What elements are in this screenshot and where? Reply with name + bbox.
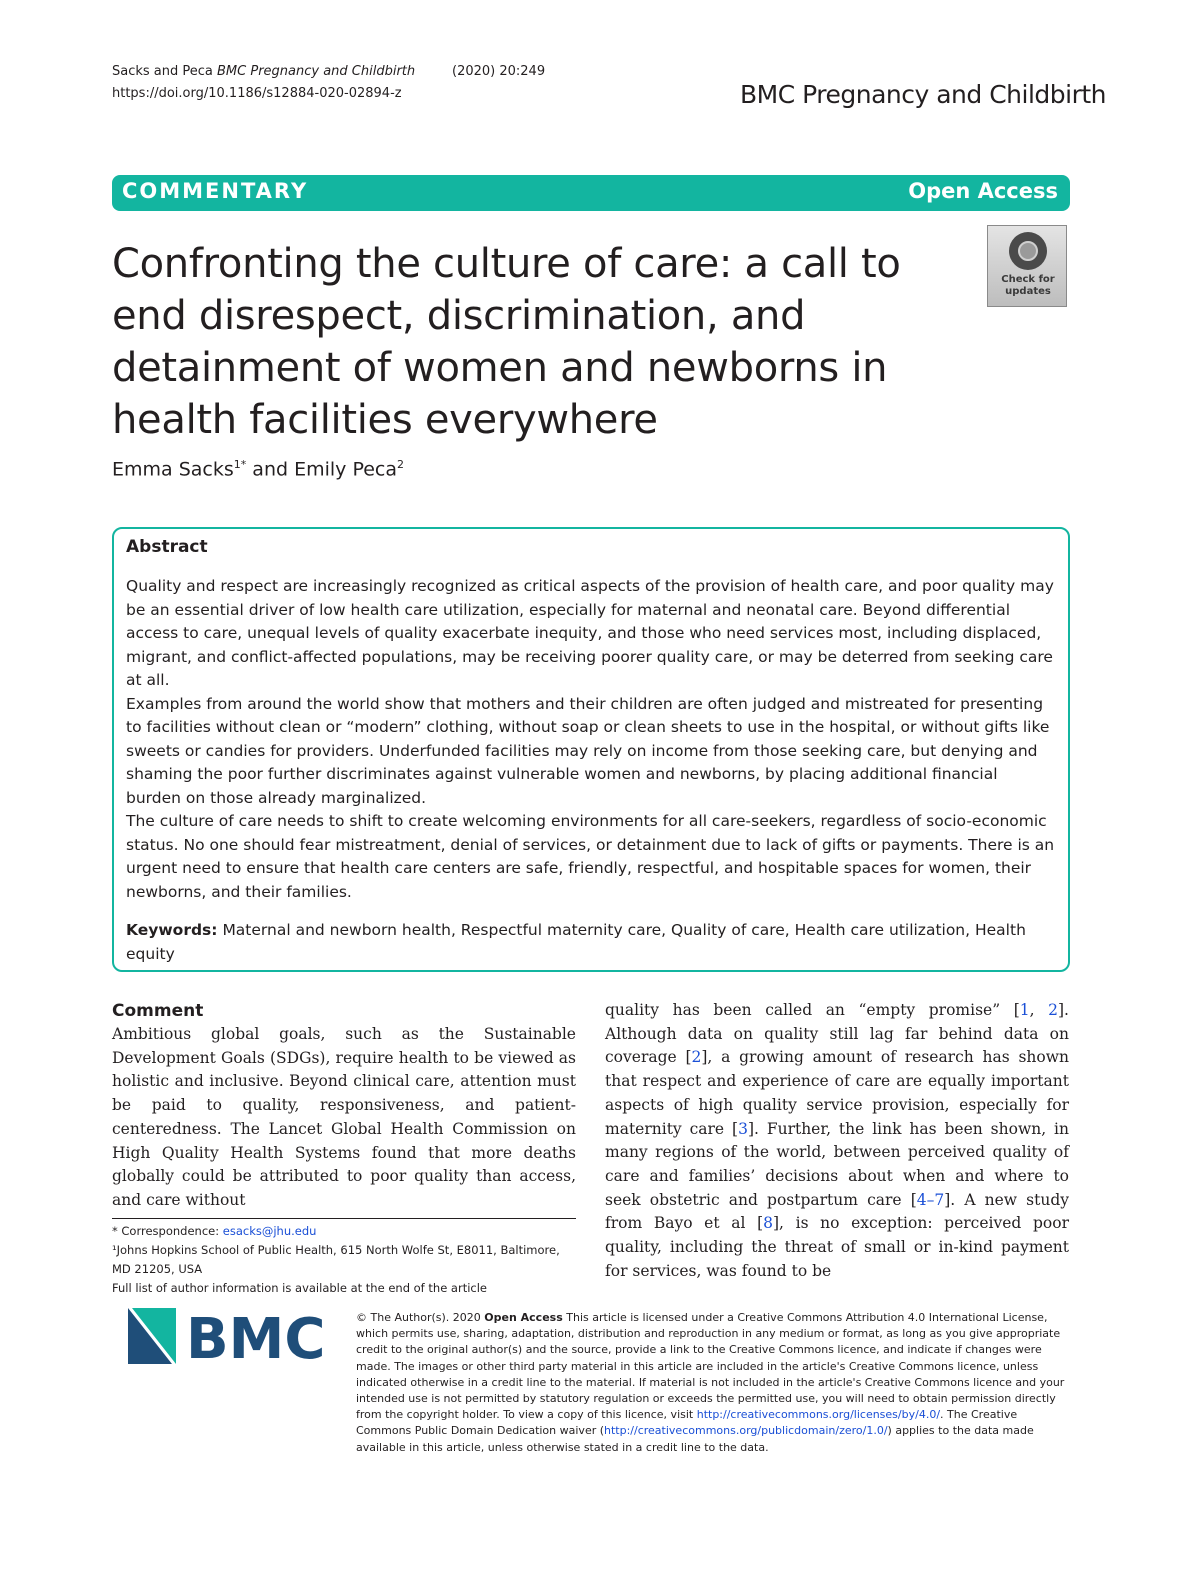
keywords bbox=[126, 919, 1056, 966]
keywords-label: Keywords: bbox=[126, 921, 218, 939]
citation-ref[interactable]: 2 bbox=[1048, 1001, 1058, 1019]
abstract-heading: Abstract bbox=[126, 537, 208, 557]
author-2-affiliation: 2 bbox=[397, 458, 405, 471]
body-column-right bbox=[605, 999, 1069, 1283]
article-title: Confronting the culture of care: a call to end disrespect, discrimination, and detainment of women and newborns in health facilities everywhere bbox=[112, 241, 901, 443]
license-link[interactable]: http://creativecommons.org/licenses/by/4.0/ bbox=[696, 1408, 941, 1422]
citation-ref[interactable]: 8 bbox=[763, 1214, 773, 1233]
article-type-banner bbox=[112, 175, 1070, 211]
license-text: © The Author(s). 2020 Open Access This article is licensed under a Creative Commons Attribution 4.0 International License, which permits use, sharing, adaptation, distribution and reproduction in any medium or format, as long as you give appropriate credit to the original author(s) and the source, provide a link to the Creative Commons licence, and indicate if changes were made. The images or other third party material in this article are included in the article's Creative Commons licence, unless indicated otherwise in a credit line to the material. If material is not included in the article's Creative Commons licence and your intended use is not permitted by statutory regulation or exceeds the permitted use, you will need to obtain permission directly from the copyright holder. To view a copy of this licence, visit http://creativecommons.org/licenses/by/4.0/. The Creative Commons Public Domain Dedication waiver (http://creativecommons.org/publicdomain/zero/1.0/) applies to the data made available in this article, unless otherwise stated in a credit line to the data. bbox=[356, 1311, 1065, 1454]
abstract-box bbox=[112, 527, 1070, 972]
author-1[interactable]: Emma Sacks bbox=[112, 458, 234, 481]
crossmark-icon bbox=[1009, 232, 1047, 270]
citation-journal: BMC Pregnancy and Childbirth bbox=[217, 64, 416, 79]
section-heading-comment: Comment bbox=[112, 1001, 204, 1021]
journal-name: BMC Pregnancy and Childbirth bbox=[740, 80, 1107, 109]
body-paragraph: Ambitious global goals, such as the Sustainable Development Goals (SDGs), require health to be viewed as holistic and inclusive. Beyond clinical care, attention must be paid to quality, responsiveness, and patient-centeredness. The Lancet Global Health Commission on High Quality Health Systems found that more deaths globally could be attributed to poor quality than access, and care without bbox=[112, 1025, 576, 1209]
footnote-divider bbox=[112, 1218, 576, 1219]
affiliation-1: ¹Johns Hopkins School of Public Health, 615 North Wolfe St, E8011, Baltimore, MD 21205, USA bbox=[112, 1243, 560, 1276]
footnotes bbox=[112, 1222, 582, 1298]
correspondence: * Correspondence: esacks@jhu.edu bbox=[112, 1224, 317, 1238]
citation-issue: (2020) 20:249 bbox=[452, 64, 546, 79]
body-paragraph-right: quality has been called an “empty promise” [1, 2]. Although data on quality still lag far behind data on coverage [2], a growing amount of research has shown that respect and experience of care are equally important aspects of high quality service provision, especially for maternity care [3]. Further, the link has been shown, in many regions of the world, between perceived quality of care and families’ decisions about when and where to seek obstetric and postpartum care [4–7]. A new study from Bayo et al [8], is no exception: perceived poor quality, including the threat of small or in-kind payment for services, was found to be bbox=[605, 1001, 1069, 1280]
author-2[interactable]: and Emily Peca bbox=[246, 458, 398, 481]
abstract-paragraph: Quality and respect are increasingly recognized as critical aspects of the provision of health care, and poor quality may be an essential driver of low health care utilization, especially for maternal and neonatal care. Beyond differential access to care, unequal levels of quality exacerbate inequity, and those who need services most, including displaced, migrant, and conflict-affected populations, may be receiving poorer quality care, or may be deterred from seeking care at all. bbox=[126, 577, 1054, 689]
author-1-affiliation: 1* bbox=[233, 458, 247, 471]
open-access-label: Open Access bbox=[908, 179, 1058, 203]
citation-ref[interactable]: 2 bbox=[691, 1048, 702, 1067]
citation-ref[interactable]: 4–7 bbox=[916, 1190, 945, 1209]
doi-link[interactable]: https://doi.org/10.1186/s12884-020-02894-z bbox=[112, 86, 402, 101]
citation-ref[interactable]: 3 bbox=[738, 1119, 748, 1138]
article-type: COMMENTARY bbox=[122, 179, 309, 203]
bmc-logo-text: BMC bbox=[186, 1307, 326, 1366]
keywords-list: Maternal and newborn health, Respectful maternity care, Quality of care, Health care utilization, Health equity bbox=[126, 921, 1026, 963]
citation-ref[interactable]: 1 bbox=[1019, 1001, 1030, 1019]
badge-line1: Check for bbox=[1001, 274, 1055, 285]
citation-line bbox=[112, 60, 415, 84]
public-domain-link[interactable]: http://creativecommons.org/publicdomain/zero/1.0/ bbox=[604, 1424, 888, 1438]
author-info-note: Full list of author information is available at the end of the article bbox=[112, 1281, 487, 1295]
citation-authors: Sacks and Peca bbox=[112, 64, 218, 79]
abstract-paragraph: Examples from around the world show that mothers and their children are often judged and mistreated for presenting to facilities without clean or “modern” clothing, without soap or clean sheets to use in the hospital, or without gifts like sweets or candies for providers. Underfunded facilities may rely on income from those seeking care, but denying and shaming the poor further discriminates against vulnerable women and newborns, by placing additional financial burden on those already marginalized. bbox=[126, 694, 1050, 807]
bmc-logo bbox=[128, 1306, 328, 1366]
author-list bbox=[112, 458, 404, 480]
check-for-updates-badge[interactable] bbox=[987, 225, 1067, 307]
correspondence-email[interactable]: esacks@jhu.edu bbox=[222, 1224, 317, 1238]
abstract-body bbox=[126, 575, 1056, 904]
body-column-left bbox=[112, 999, 576, 1213]
abstract-paragraph: The culture of care needs to shift to create welcoming environments for all care-seekers, regardless of socio-economic status. No one should fear mistreatment, denial of services, or detainment due to lack of gifts or payments. There is an urgent need to ensure that health care centers are safe, friendly, respectful, and hospitable spaces for women, their newborns, and their families. bbox=[126, 812, 1055, 901]
bmc-logo-mark bbox=[128, 1306, 328, 1366]
badge-line2: updates bbox=[1005, 286, 1051, 297]
